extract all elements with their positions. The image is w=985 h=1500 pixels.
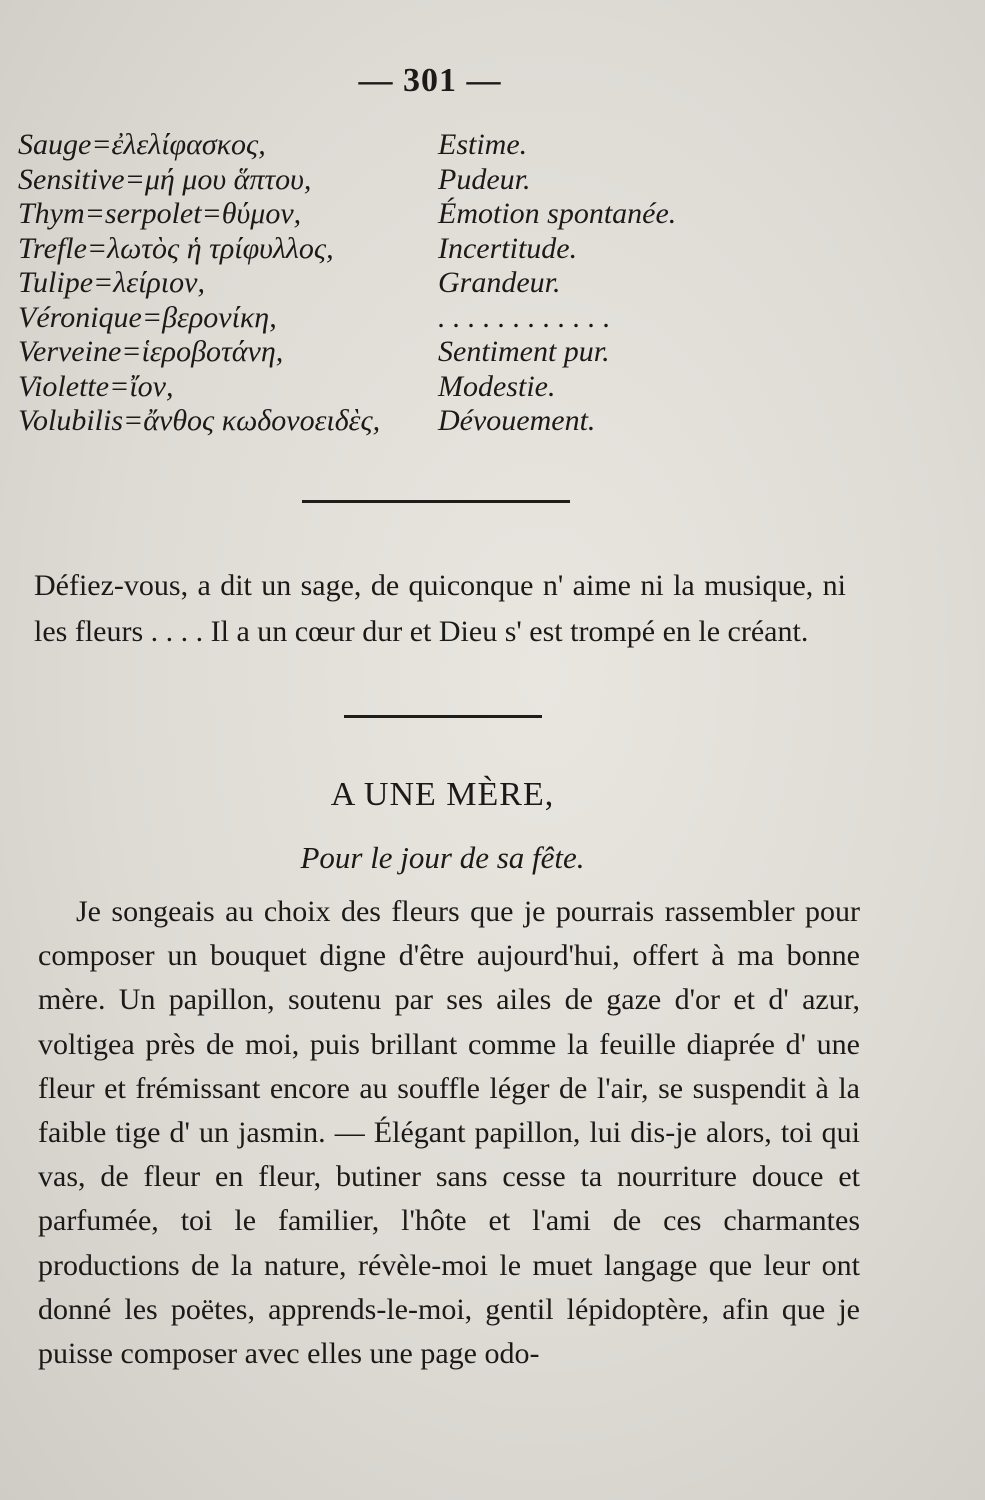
page-number: — 301 — [358, 62, 502, 99]
flower-name: Violette=ἴον, [18, 369, 174, 403]
flower-name: Tulipe=λείριον, [18, 266, 205, 299]
section-divider [344, 715, 542, 718]
flower-name: Véronique=βερονίκη, [18, 300, 277, 334]
flower-meaning: Dévouement. [438, 404, 596, 437]
body-paragraph: Je songeais au choix des fleurs que je pourrais rassembler pour composer un bouquet digne d'être aujourd'hui, offert à ma bonne mère. Un papillon, soutenu par ses ailes de gaze d'or et d' azur, voltigea près de moi, puis brillant comme la feuille diaprée d' une fleur et frémissant encore au souffle léger de l'air, se suspendit à la faible tige d' un jasmin. — Élégant papillon, lui dis-je alors, toi qui vas, de fleur en fleur, butiner sans cesse ta nourriture douce et parfumée, toi le familier, l'hôte et l'ami de ces charmantes productions de la nature, révèle-moi le muet langage que leur ont donné les poëtes, apprends-le-moi, gentil lépidoptère, afin que je puisse composer avec elles une page odo- [38, 895, 860, 1371]
flower-name: Thym=serpolet=θύμον, [18, 197, 302, 230]
list-item [18, 266, 848, 301]
flower-name: Volubilis=ἄνθος κωδονοειδὲς, [18, 404, 381, 437]
flower-name: Trefle=λωτὸς ἡ τρίφυλλος, [18, 231, 334, 265]
flower-meaning-placeholder-dots: . . . . . . . . . . . . [438, 300, 611, 334]
list-item [18, 197, 848, 232]
list-item [18, 128, 848, 163]
flower-meaning: Estime. [438, 128, 528, 161]
flower-name: Verveine=ἱεροβοτάνη, [18, 335, 284, 368]
section-subtitle: Pour le jour de sa fête. [300, 840, 585, 875]
section-title: A UNE MÈRE, [330, 776, 555, 813]
flower-name: Sensitive=μή μου ἅπτου, [18, 162, 312, 196]
section-divider [302, 500, 570, 503]
list-item [18, 163, 848, 198]
flower-meaning-list [18, 128, 848, 439]
flower-meaning: Incertitude. [438, 231, 578, 265]
flower-name: Sauge=ἐλελίφασκος, [18, 128, 266, 161]
list-item [18, 370, 848, 405]
flower-meaning: Sentiment pur. [438, 335, 610, 368]
flower-meaning: Modestie. [438, 369, 556, 403]
flower-meaning: Pudeur. [438, 162, 531, 196]
flower-meaning: Émotion spontanée. [438, 197, 677, 230]
list-item [18, 335, 848, 370]
quote-paragraph: Défiez-vous, a dit un sage, de quiconque n' aime ni la musique, ni les fleurs . . . . Il a un cœur dur et Dieu s' est trompé en le créant. [34, 569, 846, 648]
list-item [18, 404, 848, 439]
flower-meaning: Grandeur. [438, 266, 561, 299]
list-item [18, 301, 848, 336]
list-item [18, 232, 848, 267]
